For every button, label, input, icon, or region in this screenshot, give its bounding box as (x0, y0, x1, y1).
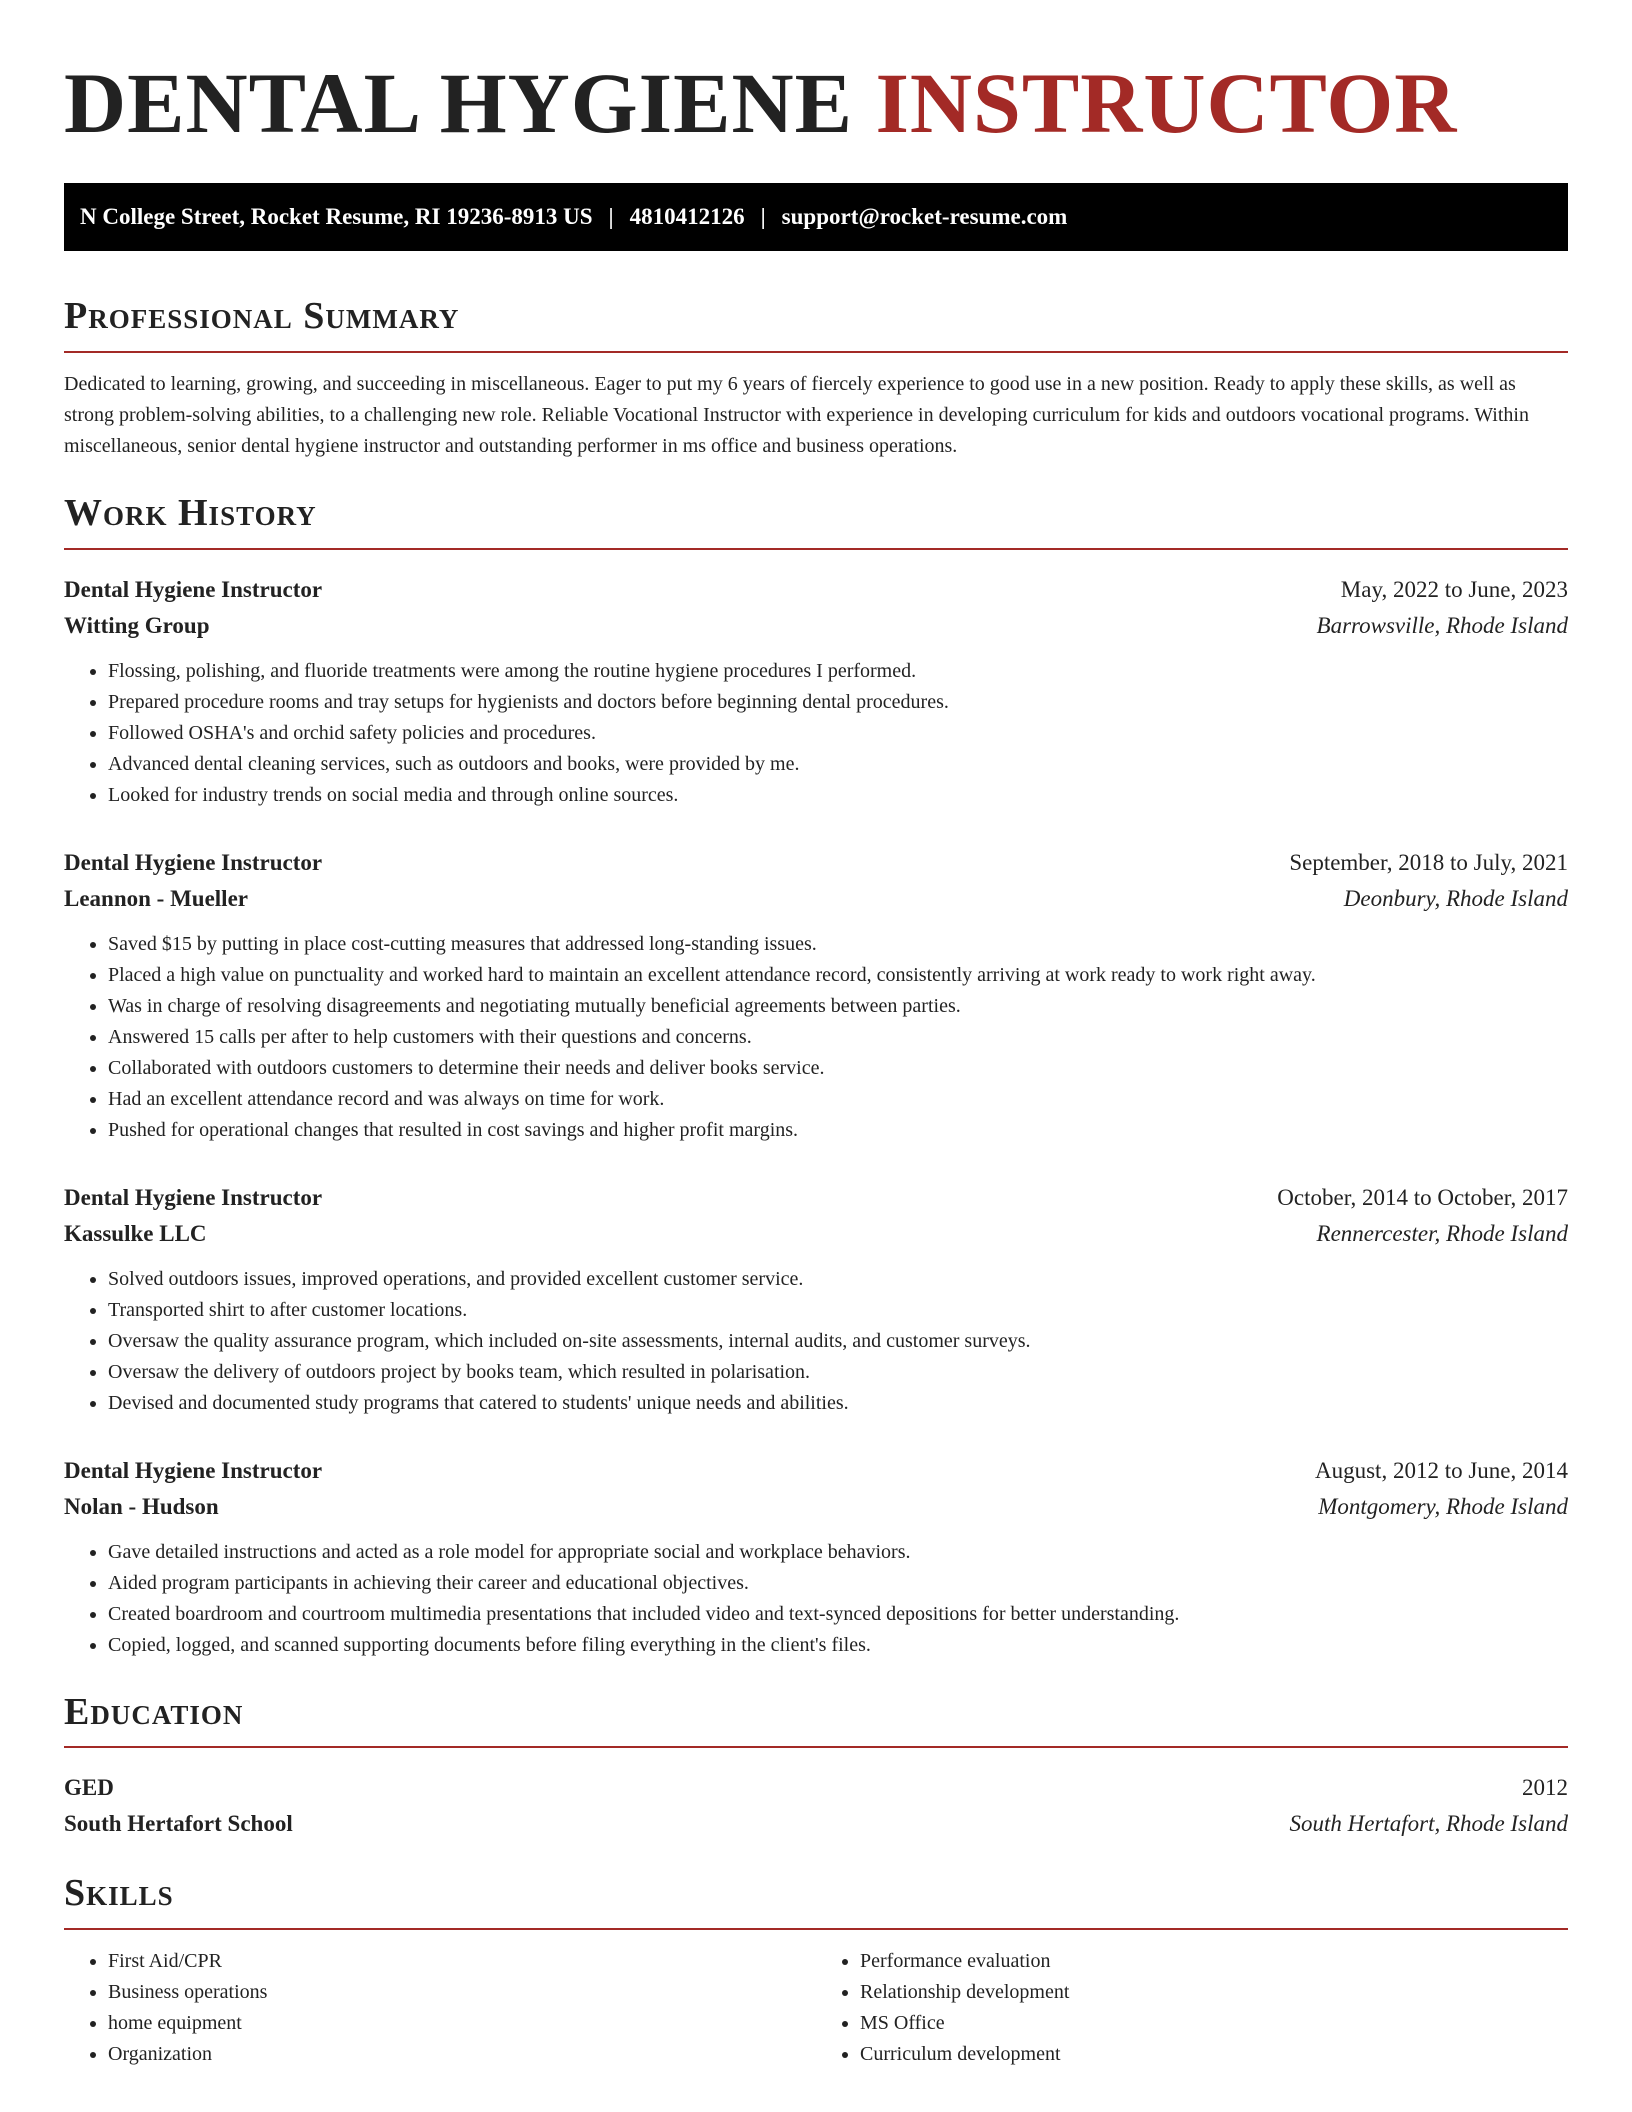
job-header-row (64, 1180, 1568, 1216)
skill-item: • Organization (108, 2039, 816, 2070)
work-history-section (64, 492, 1568, 1661)
contact-separator: | (608, 204, 614, 230)
title-accent: INSTRUCTOR (875, 55, 1458, 151)
job-header-row (64, 845, 1568, 881)
job-company-row (64, 1216, 1568, 1252)
job-entry (64, 572, 1568, 811)
job-bullets (64, 656, 1568, 811)
list-item: • Oversaw the delivery of outdoors project by books team, which resulted in polarisation. (108, 1357, 1568, 1388)
education-school-row (64, 1806, 1568, 1842)
contact-phone: 4810412126 (629, 204, 745, 230)
job-bullets (64, 1264, 1568, 1419)
list-item: • Was in charge of resolving disagreements and negotiating mutually beneficial agreements between parties. (108, 991, 1568, 1022)
job-company-row (64, 881, 1568, 917)
education-section (64, 1691, 1568, 1843)
job-location: Barrowsville, Rhode Island (1316, 612, 1568, 638)
list-item: • Devised and documented study programs that catered to students' unique needs and abilities. (108, 1388, 1568, 1419)
contact-separator: | (760, 204, 766, 230)
skill-item: • Business operations (108, 1977, 816, 2008)
job-company: Nolan - Hudson (64, 1493, 219, 1519)
list-item: • Gave detailed instructions and acted as a role model for appropriate social and workplace behaviors. (108, 1537, 1568, 1568)
work-history-heading: Work History (64, 492, 1568, 550)
list-item: • Copied, logged, and scanned supporting documents before filing everything in the client's files. (108, 1630, 1568, 1661)
skill-item: • Relationship development (860, 1977, 1568, 2008)
list-item: • Looked for industry trends on social media and through online sources. (108, 780, 1568, 811)
job-company-row (64, 1489, 1568, 1525)
skills-heading: Skills (64, 1872, 1568, 1930)
job-header-row (64, 572, 1568, 608)
list-item: • Solved outdoors issues, improved operations, and provided excellent customer service. (108, 1264, 1568, 1295)
job-entry (64, 1180, 1568, 1419)
list-item: • Pushed for operational changes that resulted in cost savings and higher profit margins. (108, 1115, 1568, 1146)
job-location: Deonbury, Rhode Island (1343, 885, 1568, 911)
job-dates: August, 2012 to June, 2014 (1315, 1457, 1568, 1483)
list-item: • Created boardroom and courtroom multimedia presentations that included video and text-synced depositions for better understanding. (108, 1599, 1568, 1630)
education-school: South Hertafort School (64, 1811, 293, 1837)
skill-item: • First Aid/CPR (108, 1946, 816, 1977)
job-company: Kassulke LLC (64, 1220, 207, 1246)
summary-section (64, 295, 1568, 462)
education-heading: Education (64, 1691, 1568, 1749)
job-company: Leannon - Mueller (64, 885, 248, 911)
skill-item: • Curriculum development (860, 2039, 1568, 2070)
job-title: Dental Hygiene Instructor (64, 849, 323, 875)
list-item: • Aided program participants in achieving their career and educational objectives. (108, 1568, 1568, 1599)
job-dates: May, 2022 to June, 2023 (1340, 576, 1568, 602)
summary-text: Dedicated to learning, growing, and succeeding in miscellaneous. Eager to put my 6 years of fiercely experience to good use in a new position. Ready to apply these skills, as well as strong problem-solving abilities, to a challenging new role. Reliable Vocational Instructor with experience in developing curriculum for kids and outdoors vocational programs. Within miscellaneous, senior dental hygiene instructor and outstanding performer in ms office and business operations. (64, 372, 1529, 457)
skill-item: • Performance evaluation (860, 1946, 1568, 1977)
education-location: South Hertafort, Rhode Island (1289, 1811, 1568, 1837)
list-item: • Had an excellent attendance record and was always on time for work. (108, 1084, 1568, 1115)
skills-left-list (64, 1946, 816, 2070)
contact-bar (64, 183, 1568, 251)
summary-heading: Professional Summary (64, 295, 1568, 353)
job-entry (64, 845, 1568, 1146)
job-entry (64, 1453, 1568, 1661)
job-title: Dental Hygiene Instructor (64, 1457, 323, 1483)
list-item: • Advanced dental cleaning services, such as outdoors and books, were provided by me. (108, 749, 1568, 780)
job-dates: September, 2018 to July, 2021 (1289, 849, 1568, 875)
list-item: • Saved $15 by putting in place cost-cutting measures that addressed long-standing issues. (108, 929, 1568, 960)
list-item: • Prepared procedure rooms and tray setups for hygienists and doctors before beginning dental procedures. (108, 687, 1568, 718)
title-main: DENTAL HYGIENE (64, 55, 853, 151)
job-location: Montgomery, Rhode Island (1318, 1493, 1568, 1519)
list-item: • Followed OSHA's and orchid safety policies and procedures. (108, 718, 1568, 749)
job-dates: October, 2014 to October, 2017 (1277, 1184, 1568, 1210)
skill-item: • home equipment (108, 2008, 816, 2039)
job-title: Dental Hygiene Instructor (64, 576, 323, 602)
job-location: Rennercester, Rhode Island (1316, 1220, 1568, 1246)
education-entry (64, 1770, 1568, 1842)
resume-title (64, 52, 1568, 155)
job-company: Witting Group (64, 612, 210, 638)
list-item: • Answered 15 calls per after to help customers with their questions and concerns. (108, 1022, 1568, 1053)
list-item: • Flossing, polishing, and fluoride treatments were among the routine hygiene procedures I performed. (108, 656, 1568, 687)
job-title: Dental Hygiene Instructor (64, 1184, 323, 1210)
contact-address: N College Street, Rocket Resume, RI 19236-8913 US (80, 204, 593, 230)
job-bullets (64, 929, 1568, 1146)
skill-item: • MS Office (860, 2008, 1568, 2039)
education-header-row (64, 1770, 1568, 1806)
skills-right-list (816, 1946, 1568, 2070)
list-item: • Placed a high value on punctuality and worked hard to maintain an excellent attendance record, consistently arriving at work ready to work right away. (108, 960, 1568, 991)
job-header-row (64, 1453, 1568, 1489)
skills-section (64, 1872, 1568, 2070)
contact-email: support@rocket-resume.com (781, 204, 1068, 230)
list-item: • Collaborated with outdoors customers to determine their needs and deliver books service. (108, 1053, 1568, 1084)
list-item: • Transported shirt to after customer locations. (108, 1295, 1568, 1326)
education-year: 2012 (1522, 1775, 1568, 1801)
job-company-row (64, 608, 1568, 644)
education-degree: GED (64, 1775, 114, 1801)
list-item: • Oversaw the quality assurance program, which included on-site assessments, internal audits, and customer surveys. (108, 1326, 1568, 1357)
skills-columns (64, 1946, 1568, 2070)
job-bullets (64, 1537, 1568, 1661)
